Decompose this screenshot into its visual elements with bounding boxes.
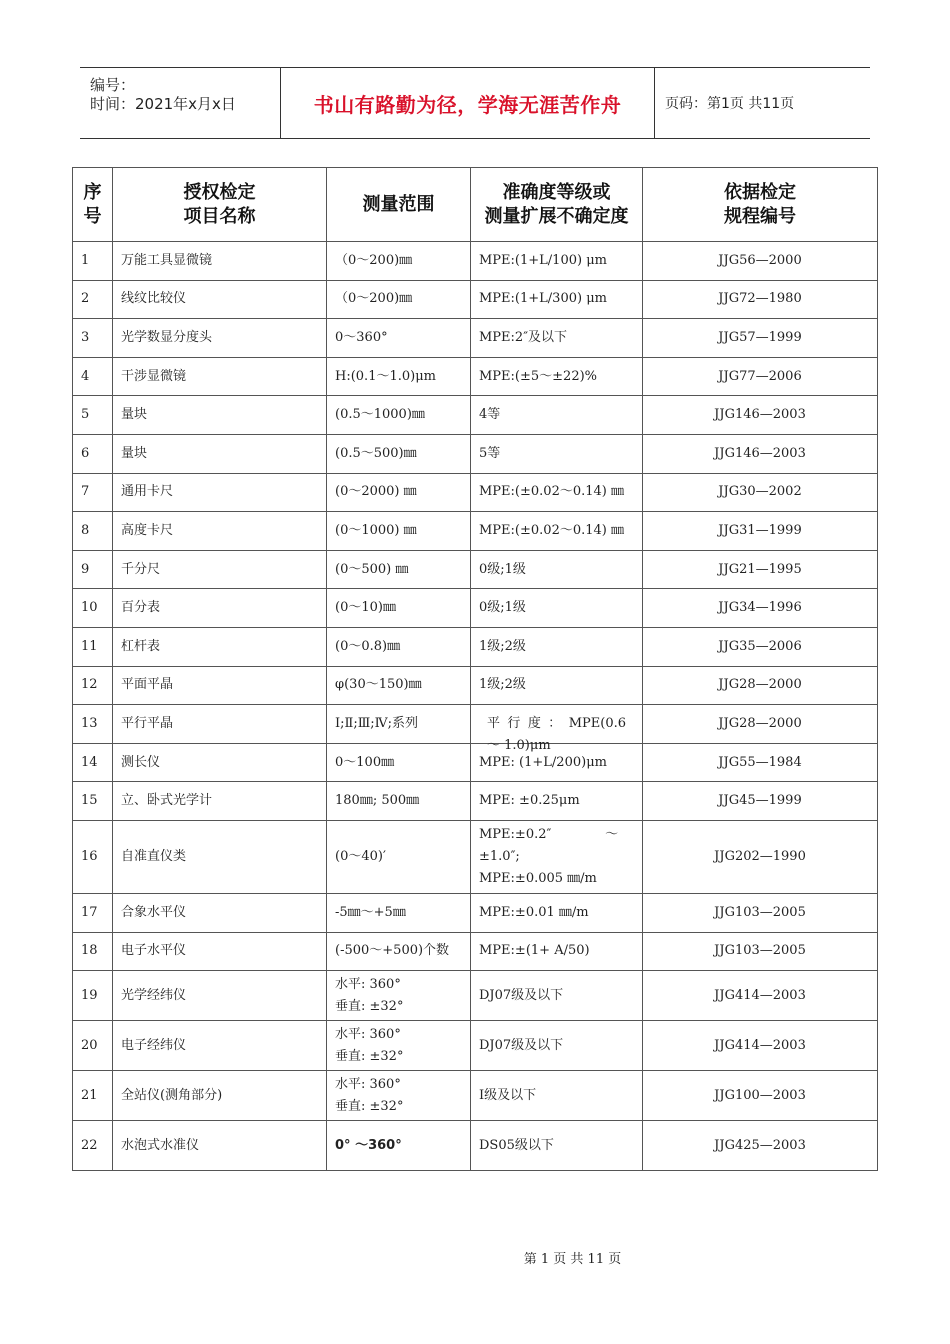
- item-name: 万能工具显微镜: [113, 242, 327, 281]
- measure-range: (0.5～1000)㎜: [327, 396, 471, 435]
- accuracy: MPE:(1+L/100) μm: [471, 242, 643, 281]
- row-number: 8: [73, 512, 113, 551]
- row-number: 9: [73, 550, 113, 589]
- table-row: [73, 473, 878, 512]
- row-number: 4: [73, 357, 113, 396]
- item-name: 水泡式水准仪: [113, 1121, 327, 1171]
- row-number: 18: [73, 932, 113, 971]
- accuracy: MPE:(±5～±22)%: [471, 357, 643, 396]
- measure-range: 180㎜; 500㎜: [327, 782, 471, 821]
- item-name: 立、卧式光学计: [113, 782, 327, 821]
- table-row: [73, 932, 878, 971]
- measure-range: Ⅰ;Ⅱ;Ⅲ;Ⅳ;系列: [327, 705, 471, 744]
- row-number: 15: [73, 782, 113, 821]
- item-name: 平行平晶: [113, 705, 327, 744]
- regulation-code: JJG202—1990: [643, 820, 878, 893]
- regulation-code: JJG72—1980: [643, 280, 878, 319]
- accuracy: DJ07级及以下: [471, 1021, 643, 1071]
- row-number: 3: [73, 319, 113, 358]
- regulation-code: JJG34—1996: [643, 589, 878, 628]
- row-number: 16: [73, 820, 113, 893]
- row-number: 17: [73, 893, 113, 932]
- footer-page-number: 第 1 页 共 11 页: [523, 1252, 622, 1267]
- row-number: 11: [73, 627, 113, 666]
- regulation-code: JJG103—2005: [643, 893, 878, 932]
- table-row: [73, 1021, 878, 1071]
- measure-range: 水平: 360° 垂直: ±32°: [327, 971, 471, 1021]
- accuracy: MPE: ±0.25μm: [471, 782, 643, 821]
- item-name: 量块: [113, 396, 327, 435]
- table-row: [73, 743, 878, 782]
- col-header-range: 测量范围: [327, 168, 471, 242]
- regulation-code: JJG56—2000: [643, 242, 878, 281]
- item-name: 测长仪: [113, 743, 327, 782]
- header-meta-cell: [80, 68, 281, 138]
- accuracy: 1级;2级: [471, 627, 643, 666]
- table-row: [73, 319, 878, 358]
- measure-range: (0～0.8)㎜: [327, 627, 471, 666]
- regulation-code: JJG146—2003: [643, 434, 878, 473]
- item-name: 光学经纬仪: [113, 971, 327, 1021]
- measure-range: 水平: 360° 垂直: ±32°: [327, 1021, 471, 1071]
- accuracy: MPE:(±0.02～0.14) ㎜: [471, 473, 643, 512]
- accuracy: MPE:2″及以下: [471, 319, 643, 358]
- table-row: [73, 589, 878, 628]
- col-header-regulation: 依据检定 规程编号: [643, 168, 878, 242]
- regulation-code: JJG31—1999: [643, 512, 878, 551]
- row-number: 14: [73, 743, 113, 782]
- header-page-cell: [655, 68, 870, 138]
- measure-range: φ(30～150)㎜: [327, 666, 471, 705]
- regulation-code: JJG100—2003: [643, 1071, 878, 1121]
- regulation-code: JJG35—2006: [643, 627, 878, 666]
- table-row: [73, 705, 878, 744]
- measure-range: 0～360°: [327, 319, 471, 358]
- measure-range: (0～500) ㎜: [327, 550, 471, 589]
- regulation-code: JJG103—2005: [643, 932, 878, 971]
- row-number: 13: [73, 705, 113, 744]
- measure-range: 0～100㎜: [327, 743, 471, 782]
- measure-range: (0～40)′: [327, 820, 471, 893]
- table-row: [73, 1071, 878, 1121]
- table-row: [73, 242, 878, 281]
- accuracy: 5等: [471, 434, 643, 473]
- table-row: [73, 357, 878, 396]
- item-name: 平面平晶: [113, 666, 327, 705]
- item-name: 杠杆表: [113, 627, 327, 666]
- measure-range: （0～200)㎜: [327, 242, 471, 281]
- accuracy: MPE:(1+L/300) μm: [471, 280, 643, 319]
- row-number: 2: [73, 280, 113, 319]
- item-name: 百分表: [113, 589, 327, 628]
- regulation-code: JJG45—1999: [643, 782, 878, 821]
- measure-range: H:(0.1～1.0)μm: [327, 357, 471, 396]
- measure-range: (0～10)㎜: [327, 589, 471, 628]
- accuracy: 平 行 度 ： MPE(0.6 ～ 1.0)μm: [471, 705, 643, 744]
- document-number-label: 编号：: [90, 76, 136, 94]
- regulation-code: JJG55—1984: [643, 743, 878, 782]
- table-row: [73, 971, 878, 1021]
- header-page-info: 页码：第1页 共11页: [665, 96, 795, 112]
- table-row: [73, 627, 878, 666]
- accuracy: MPE:±0.2″ ～ ±1.0″; MPE:±0.005 ㎜/m: [471, 820, 643, 893]
- item-name: 通用卡尺: [113, 473, 327, 512]
- row-number: 5: [73, 396, 113, 435]
- item-name: 量块: [113, 434, 327, 473]
- accuracy: DS05级以下: [471, 1121, 643, 1171]
- regulation-code: JJG414—2003: [643, 1021, 878, 1071]
- table-row: [73, 666, 878, 705]
- item-name: 光学数显分度头: [113, 319, 327, 358]
- accuracy: 0级;1级: [471, 589, 643, 628]
- header-motto: 书山有路勤为径，学海无涯苦作舟: [313, 92, 622, 117]
- table-row: [73, 820, 878, 893]
- row-number: 10: [73, 589, 113, 628]
- accuracy: MPE:±0.01 ㎜/m: [471, 893, 643, 932]
- item-name: 合象水平仪: [113, 893, 327, 932]
- table-row: [73, 782, 878, 821]
- item-name: 电子水平仪: [113, 932, 327, 971]
- row-number: 21: [73, 1071, 113, 1121]
- row-number: 22: [73, 1121, 113, 1171]
- regulation-code: JJG30—2002: [643, 473, 878, 512]
- measure-range: 0° ～360°: [327, 1121, 471, 1171]
- regulation-code: JJG28—2000: [643, 705, 878, 744]
- page-footer: [0, 1248, 950, 1267]
- measure-range: （0～200)㎜: [327, 280, 471, 319]
- regulation-code: JJG146—2003: [643, 396, 878, 435]
- regulation-code: JJG414—2003: [643, 971, 878, 1021]
- item-name: 线纹比较仪: [113, 280, 327, 319]
- table-row: [73, 396, 878, 435]
- calibration-items-table: [72, 167, 878, 1171]
- accuracy: Ⅰ级及以下: [471, 1071, 643, 1121]
- row-number: 12: [73, 666, 113, 705]
- regulation-code: JJG425—2003: [643, 1121, 878, 1171]
- regulation-code: JJG28—2000: [643, 666, 878, 705]
- table-row: [73, 550, 878, 589]
- accuracy: 0级;1级: [471, 550, 643, 589]
- row-number: 1: [73, 242, 113, 281]
- col-header-item-name: 授权检定 项目名称: [113, 168, 327, 242]
- row-number: 7: [73, 473, 113, 512]
- measure-range: (-500～+500)个数: [327, 932, 471, 971]
- accuracy: MPE: (1+L/200)μm: [471, 743, 643, 782]
- item-name: 电子经纬仪: [113, 1021, 327, 1071]
- item-name: 自准直仪类: [113, 820, 327, 893]
- header-motto-cell: [281, 68, 655, 138]
- item-name: 千分尺: [113, 550, 327, 589]
- col-header-number: 序 号: [73, 168, 113, 242]
- measure-range: (0～1000) ㎜: [327, 512, 471, 551]
- regulation-code: JJG57—1999: [643, 319, 878, 358]
- document-time-label: 时间：2021年x月x日: [90, 95, 236, 113]
- accuracy: 1级;2级: [471, 666, 643, 705]
- measure-range: 水平: 360° 垂直: ±32°: [327, 1071, 471, 1121]
- table-row: [73, 1121, 878, 1171]
- item-name: 高度卡尺: [113, 512, 327, 551]
- accuracy: MPE:(±0.02～0.14) ㎜: [471, 512, 643, 551]
- table-row: [73, 512, 878, 551]
- document-header: [80, 67, 870, 139]
- row-number: 19: [73, 971, 113, 1021]
- col-header-accuracy: 准确度等级或 测量扩展不确定度: [471, 168, 643, 242]
- row-number: 6: [73, 434, 113, 473]
- accuracy: 4等: [471, 396, 643, 435]
- regulation-code: JJG21—1995: [643, 550, 878, 589]
- row-number: 20: [73, 1021, 113, 1071]
- item-name: 全站仪(测角部分): [113, 1071, 327, 1121]
- table-row: [73, 434, 878, 473]
- accuracy: DJ07级及以下: [471, 971, 643, 1021]
- measure-range: (0～2000) ㎜: [327, 473, 471, 512]
- table-header-row: [73, 168, 878, 242]
- measure-range: -5㎜～+5㎜: [327, 893, 471, 932]
- table-row: [73, 893, 878, 932]
- table-row: [73, 280, 878, 319]
- regulation-code: JJG77—2006: [643, 357, 878, 396]
- measure-range: (0.5～500)㎜: [327, 434, 471, 473]
- accuracy: MPE:±(1+ A/50): [471, 932, 643, 971]
- item-name: 干涉显微镜: [113, 357, 327, 396]
